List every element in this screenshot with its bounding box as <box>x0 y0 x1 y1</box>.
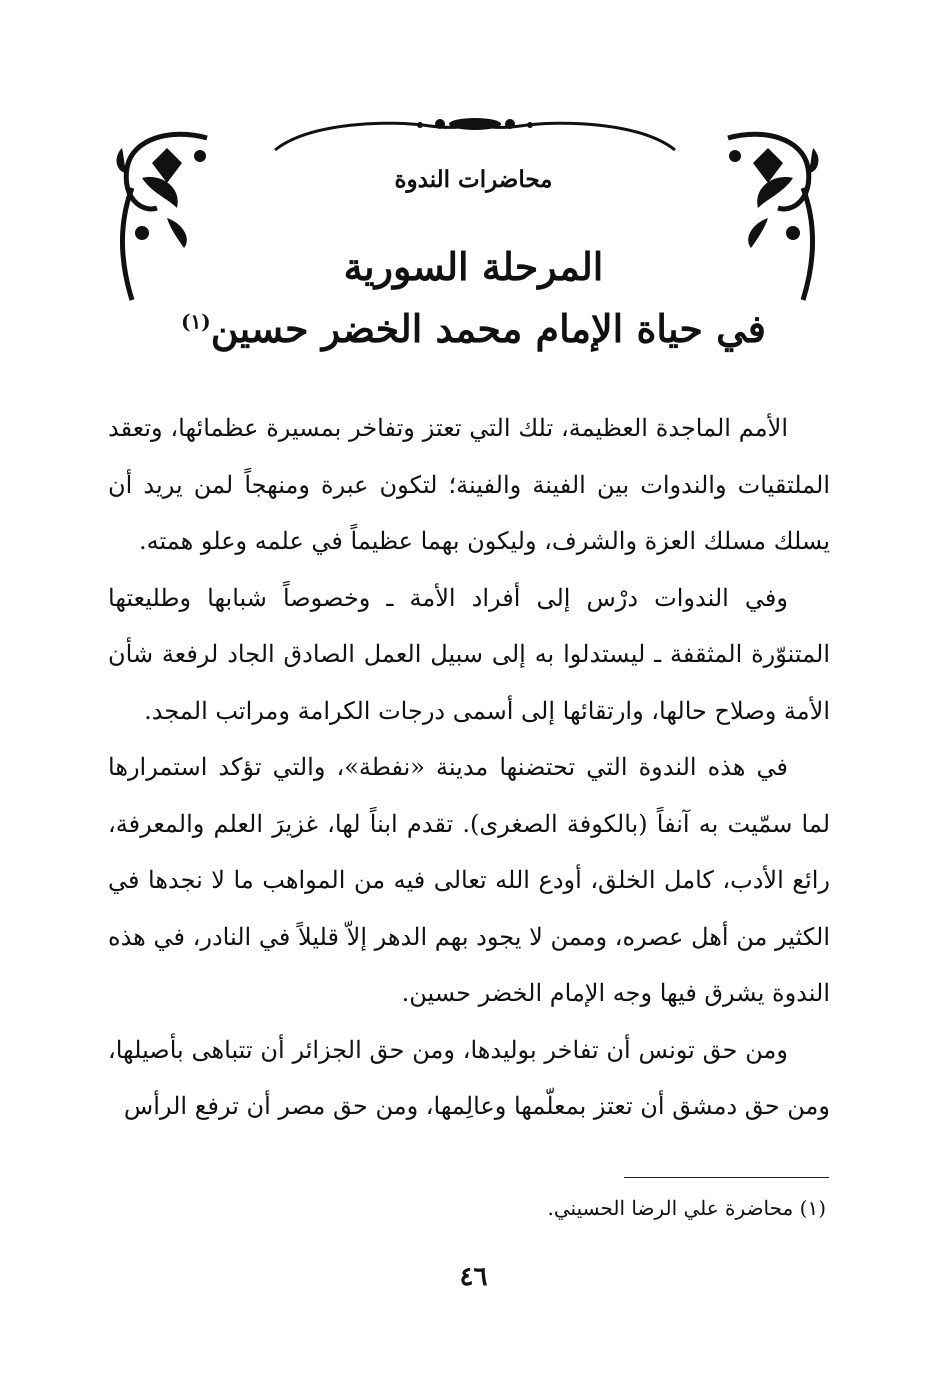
footnote-divider <box>624 1177 829 1178</box>
chapter-title-line2-text: في حياة الإمام محمد الخضر حسين <box>210 306 766 351</box>
chapter-title-line1: المرحلة السورية <box>343 244 604 289</box>
paragraph: الأمم الماجدة العظيمة، تلك التي تعتز وتفاخر بمسيرة عظمائها، وتعقد الملتقيات والندوات بين الفينة والفينة؛ لتكون عبرة ومنهجاً لمن يريد أن يسلك مسلك العزة والشرف، وليكون بهما عظيماً في علمه وعلو همته. <box>108 414 831 555</box>
paragraph: ومن حق تونس أن تفاخر بوليدها، ومن حق الجزائر أن تتباهى بأصيلها، ومن حق دمشق أن تعتز بمعلّمها وعالِمها، ومن حق مصر أن ترفع الرأس <box>108 1035 830 1120</box>
top-ornament-flourish <box>270 112 680 152</box>
footnote: (١) محاضرة علي الرضا الحسيني. <box>547 1196 826 1220</box>
chapter-title-line2 <box>150 306 797 352</box>
footnote-marker: (١) <box>181 309 211 334</box>
body-text <box>108 400 830 1135</box>
series-title: محاضرات الندوة <box>394 166 553 193</box>
paragraph: وفي الندوات درْس إلى أفراد الأمة ـ وخصوصاً شبابها وطليعتها المتنوّرة المثقفة ـ ليستدلوا به إلى سبيل العمل الصادق الجاد لرفعة شأن الأمة وصلاح حالها، وارتقائها إلى أسمى درجات الكرامة ومراتب المجد. <box>108 583 830 725</box>
paragraph: في هذه الندوة التي تحتضنها مدينة «نفطة»، والتي تؤكد استمرارها لما سمّيت به آنفاً (بالكوفة الصغرى). تقدم ابناً لها، غزيرَ العلم والمعرفة، رائع الأدب، كامل الخلق، أودع الله تعالى فيه من المواهب ما لا نجدها في الكثير من أهل عصره، وممن لا يجود بهم الدهر إلاّ قليلاً في النادر، في هذه الندوة يشرق فيها وجه الإمام الخضر حسين. <box>108 753 831 1007</box>
page-number: ٤٦ <box>459 1262 488 1292</box>
